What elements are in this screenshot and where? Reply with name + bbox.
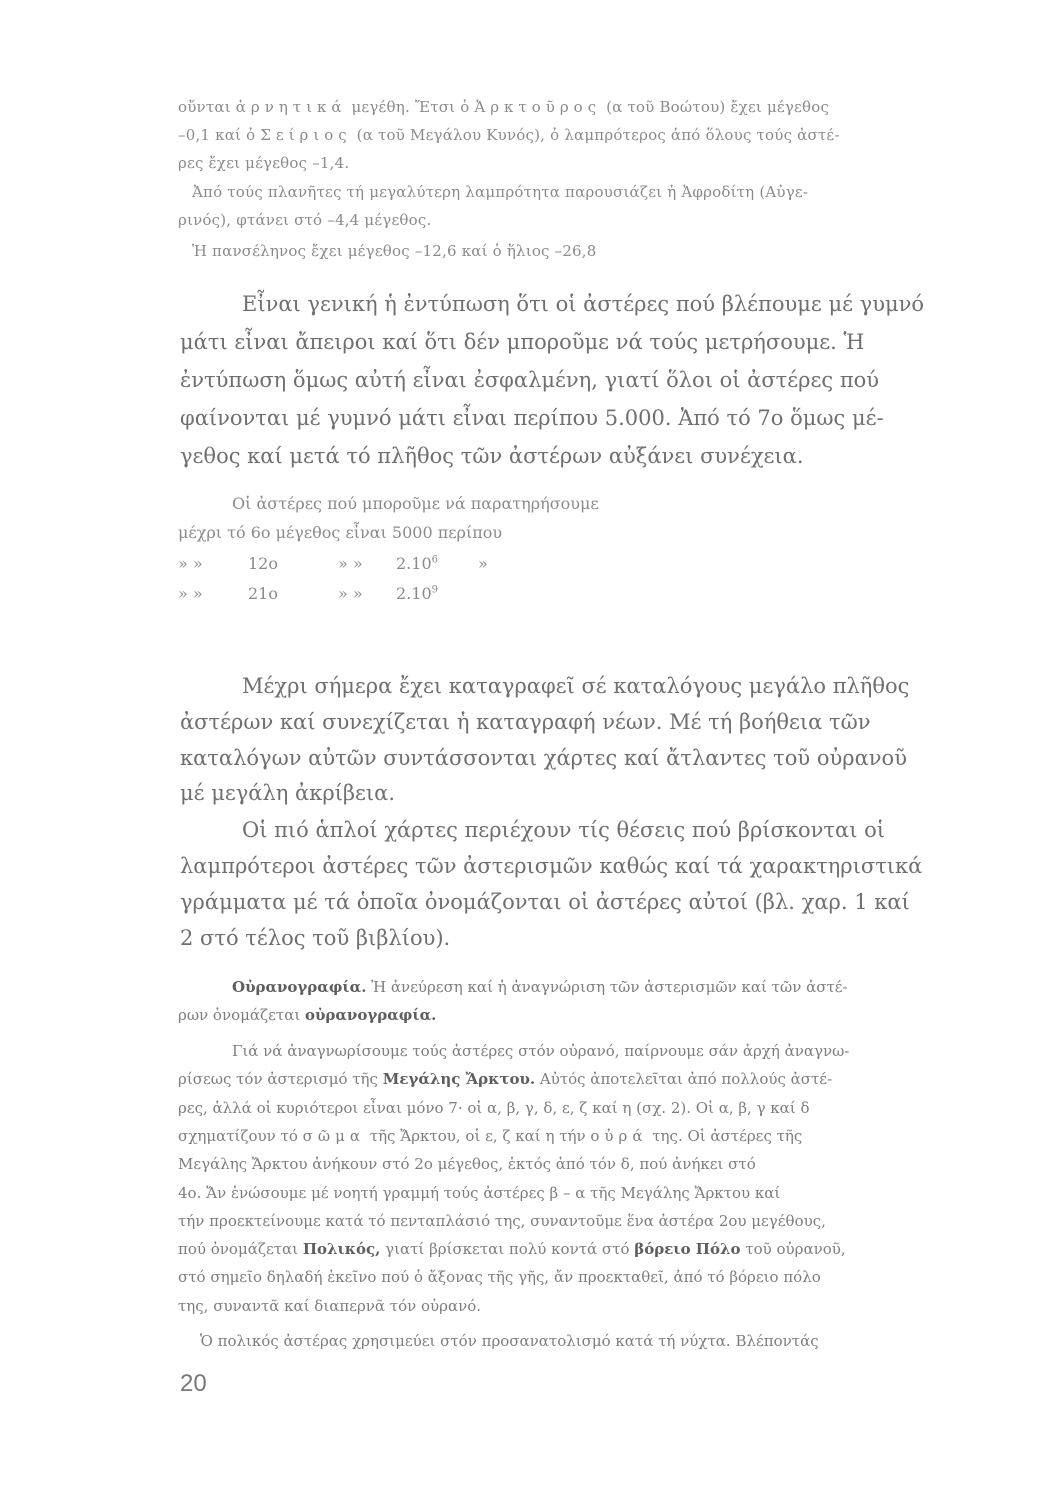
text-line — [178, 1006, 436, 1024]
section-term: Οὐρανογραφία. — [232, 978, 367, 996]
text-line — [178, 98, 829, 116]
text-span: γιατί βρίσκεται πολύ κοντά στό — [380, 1240, 635, 1258]
spaced-word: Σείριος — [260, 126, 352, 144]
text-span: μεγέθη. Ἔτσι ὁ — [346, 98, 475, 116]
text-span: τῆς Ἄρκτου, οἱ ε, ζ καί η τήν — [365, 1127, 591, 1145]
count-value — [396, 554, 438, 573]
text-line: της, συναντᾶ καί διαπερνᾶ τόν οὐρανό. — [178, 1297, 482, 1315]
text-line: Ἀπό τούς πλανῆτες τή μεγαλύτερη λαμπρότητα παρουσιάζει ἡ Ἀφροδίτη (Αὐγε- — [192, 183, 809, 201]
spaced-word: ἀρνητικά — [235, 98, 347, 116]
text-span: ρων ὀνομάζεται — [178, 1006, 305, 1024]
text-line: Ὁ πολικός ἀστέρας χρησιμεύει στόν προσανατολισμό κατά τή νύχτα. Βλέποντάς — [200, 1332, 819, 1350]
text-line: καταλόγων αὐτῶν συντάσσονται χάρτες καί ἄτλαντες τοῦ οὐρανοῦ — [180, 746, 907, 770]
ditto: » — [478, 554, 488, 573]
text-span: της. Οἱ ἀστέρες τῆς — [647, 1127, 803, 1145]
text-span: (α τοῦ Βοώτου) ἔχει μέγεθος — [601, 98, 830, 116]
text-line: Γιά νά ἀναγνωρίσουμε τούς ἀστέρες στόν οὐρανό, παίρνουμε σάν ἀρχή ἀναγνω- — [232, 1042, 850, 1060]
text-span: τοῦ οὐρανοῦ, — [740, 1240, 846, 1258]
bold-term: Μεγάλης Ἄρκτου. — [382, 1070, 536, 1088]
ditto: 12ο — [248, 554, 278, 573]
text-span: σχηματίζουν τό — [178, 1127, 303, 1145]
text-line: Εἶναι γενική ἡ ἐντύπωση ὅτι οἱ ἀστέρες πού βλέπουμε μέ γυμνό — [242, 292, 925, 316]
text-line: γράμματα μέ τά ὁποῖα ὀνομάζονται οἱ ἀστέρες αὐτοί (βλ. χαρ. 1 καί — [180, 890, 910, 914]
text-span: Αὐτός ἀποτελεῖται ἀπό πολλούς ἀστέ- — [535, 1070, 833, 1088]
text-line: ρες ἔχει μέγεθος –1,4. — [178, 154, 350, 172]
text-line: γεθος καί μετά τό πλῆθος τῶν ἀστέρων αὐξάνει συνέχεια. — [180, 444, 804, 468]
text-line — [232, 978, 848, 996]
text-line — [178, 1070, 832, 1088]
text-line: ἐντύπωση ὅμως αὐτή εἶναι ἐσφαλμένη, γιατί ὅλοι οἱ ἀστέρες πού — [180, 368, 880, 392]
spaced-word: σῶμα — [302, 1127, 365, 1145]
text-span: (α τοῦ Μεγάλου Κυνός), ὁ λαμπρότερος ἀπό ὅλους τούς ἀστέ- — [351, 126, 840, 144]
text-line: ρες, ἀλλά οἱ κυριότεροι εἶναι μόνο 7· οἱ α, β, γ, δ, ε, ζ καί η (σχ. 2). Οἱ α, β, γ καί δ — [178, 1099, 810, 1117]
text-line: 2 στό τέλος τοῦ βιβλίου). — [180, 926, 451, 950]
list-heading: Οἱ ἀστέρες πού μποροῦμε νά παρατηρήσουμε — [232, 494, 599, 513]
list-row — [178, 584, 438, 603]
text-line: τήν προεκτείνουμε κατά τό πενταπλάσιό της, συναντοῦμε ἕνα ἀστέρα 2ου μεγέθους, — [178, 1212, 826, 1230]
text-line: Μεγάλης Ἄρκτου ἀνήκουν στό 2ο μέγεθος, ἐκτός ἀπό τόν δ, πού ἀνήκει στό — [178, 1155, 756, 1173]
ditto: » » — [178, 584, 203, 603]
text-line: ρινός), φτάνει στό –4,4 μέγεθος. — [178, 211, 432, 229]
text-line: λαμπρότεροι ἀστέρες τῶν ἀστερισμῶν καθώς καί τά χαρακτηριστικά — [180, 854, 923, 878]
list-row — [178, 554, 488, 573]
text-span: οὔνται — [178, 98, 236, 116]
text-line — [178, 126, 840, 144]
text-line — [178, 1240, 846, 1258]
text-span: ρίσεως τόν ἀστερισμό τῆς — [178, 1070, 383, 1088]
text-line: στό σημεῖο δηλαδή ἐκεῖνο πού ὁ ἄξονας τῆς γῆς, ἄν προεκταθεῖ, ἀπό τό βόρειο πόλο — [178, 1268, 821, 1286]
spaced-word: Ἀρκτοῦρος — [474, 98, 602, 116]
count-base: 2.10 — [396, 554, 432, 573]
list-row: μέχρι τό 6ο μέγεθος εἶναι 5000 περίπου — [178, 523, 503, 542]
count-base: 2.10 — [396, 584, 432, 603]
text-span: –0,1 καί ὁ — [178, 126, 261, 144]
text-line: μάτι εἶναι ἄπειροι καί ὅτι δέν μποροῦμε νά τούς μετρήσουμε. Ἡ — [180, 330, 865, 354]
ditto: » » — [338, 584, 363, 603]
text-line — [178, 1127, 802, 1145]
ditto: 21ο — [248, 584, 278, 603]
count-exponent: 6 — [431, 554, 438, 566]
spaced-word: οὐρά — [590, 1127, 648, 1145]
text-span: πού ὀνομάζεται — [178, 1240, 303, 1258]
text-line: μέ μεγάλη ἀκρίβεια. — [180, 781, 396, 805]
text-line: Ἡ πανσέληνος ἔχει μέγεθος –12,6 καί ὁ ἥλιος –26,8 — [192, 242, 597, 260]
text-line: ἀστέρων καί συνεχίζεται ἡ καταγραφή νέων. Μέ τή βοήθεια τῶν — [180, 710, 871, 734]
text-line: Μέχρι σήμερα ἔχει καταγραφεῖ σέ καταλόγους μεγάλο πλῆθος — [242, 674, 910, 698]
text-line: Οἱ πιό ἁπλοί χάρτες περιέχουν τίς θέσεις πού βρίσκονται οἱ — [242, 818, 885, 842]
bold-term: Πολικός, — [302, 1240, 381, 1258]
bold-term: βόρειο Πόλο — [634, 1240, 741, 1258]
count-value — [396, 584, 438, 603]
text-line: φαίνονται μέ γυμνό μάτι εἶναι περίπου 5.000. Ἀπό τό 7ο ὅμως μέ- — [180, 406, 884, 430]
bold-term: οὐρανογραφία. — [304, 1006, 437, 1024]
ditto: » » — [338, 554, 363, 573]
page-number: 20 — [180, 1370, 207, 1397]
count-exponent: 9 — [431, 584, 438, 596]
ditto: » » — [178, 554, 203, 573]
text-span: Ἡ ἀνεύρεση καί ἡ ἀναγνώριση τῶν ἀστερισμῶν καί τῶν ἀστέ- — [366, 978, 848, 996]
text-line: 4ο. Ἄν ἑνώσουμε μέ νοητή γραμμή τούς ἀστέρες β – α τῆς Μεγάλης Ἄρκτου καί — [178, 1184, 781, 1202]
